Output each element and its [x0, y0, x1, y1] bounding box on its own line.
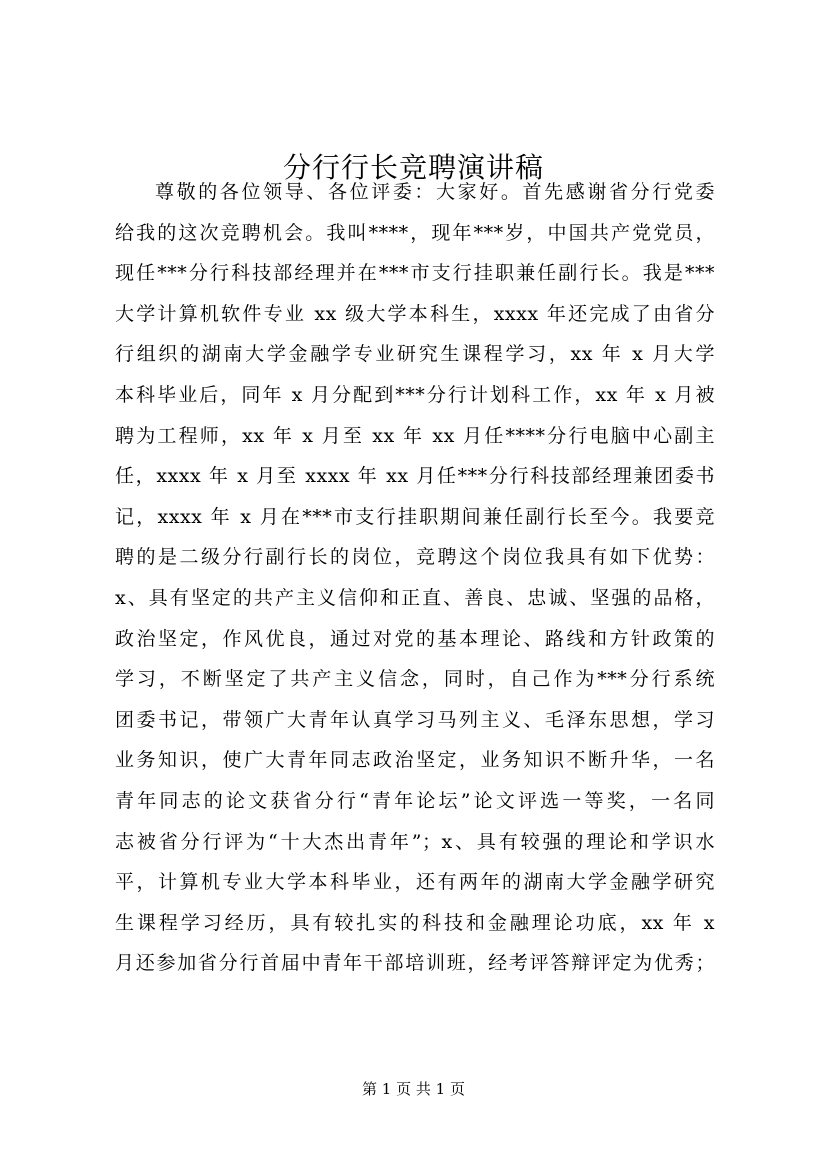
text-line: 给我的这次竞聘机会。我叫****，现年***岁，中国共产党党员， — [115, 221, 715, 244]
text-line: 记，xxxx 年 x 月在***市支行挂职期间兼任副行长至今。我要竞 — [115, 505, 715, 528]
text-line: 现任***分行科技部经理并在***市支行挂职兼任副行长。我是*** — [115, 262, 715, 285]
text-line: 青年同志的论文获省分行“青年论坛”论文评选一等奖，一名同 — [115, 789, 715, 812]
text-line: 业务知识，使广大青年同志政治坚定，业务知识不断升华，一名 — [115, 749, 715, 772]
text-line: 团委书记，带领广大青年认真学习马列主义、毛泽东思想，学习 — [115, 708, 715, 731]
text-line: 大学计算机软件专业 xx 级大学本科生，xxxx 年还完成了由省分 — [115, 302, 715, 325]
page-footer: 第 1 页 共 1 页 — [362, 1080, 465, 1098]
text-line: 学习，不断坚定了共产主义信念，同时，自己作为***分行系统 — [115, 668, 715, 691]
document-title: 分行行长竞聘演讲稿 — [282, 151, 544, 184]
text-line: 聘的是二级分行副行长的岗位，竞聘这个岗位我具有如下优势： — [115, 546, 715, 569]
text-line: 尊敬的各位领导、各位评委：大家好。首先感谢省分行党委 — [155, 181, 715, 203]
text-line: 任，xxxx 年 x 月至 xxxx 年 xx 月任***分行科技部经理兼团委书 — [115, 465, 715, 488]
text-line: 月还参加省分行首届中青年干部培训班，经考评答辩评定为优秀； — [115, 952, 715, 975]
text-line: 志被省分行评为“十大杰出青年”；x、具有较强的理论和学识水 — [115, 830, 715, 853]
text-line: 本科毕业后，同年 x 月分配到***分行计划科工作，xx 年 x 月被 — [115, 383, 715, 406]
document-body — [115, 172, 715, 984]
text-line: 政治坚定，作风优良，通过对党的基本理论、路线和方针政策的 — [115, 627, 715, 650]
text-line: 平，计算机专业大学本科毕业，还有两年的湖南大学金融学研究 — [115, 871, 715, 894]
text-line: 行组织的湖南大学金融学专业研究生课程学习，xx 年 x 月大学 — [115, 343, 715, 366]
text-line: x、具有坚定的共产主义信仰和正直、善良、忠诚、坚强的品格， — [115, 586, 715, 609]
text-line: 生课程学习经历，具有较扎实的科技和金融理论功底，xx 年 x — [115, 911, 715, 934]
text-line: 聘为工程师，xx 年 x 月至 xx 年 xx 月任****分行电脑中心副主 — [115, 424, 715, 447]
